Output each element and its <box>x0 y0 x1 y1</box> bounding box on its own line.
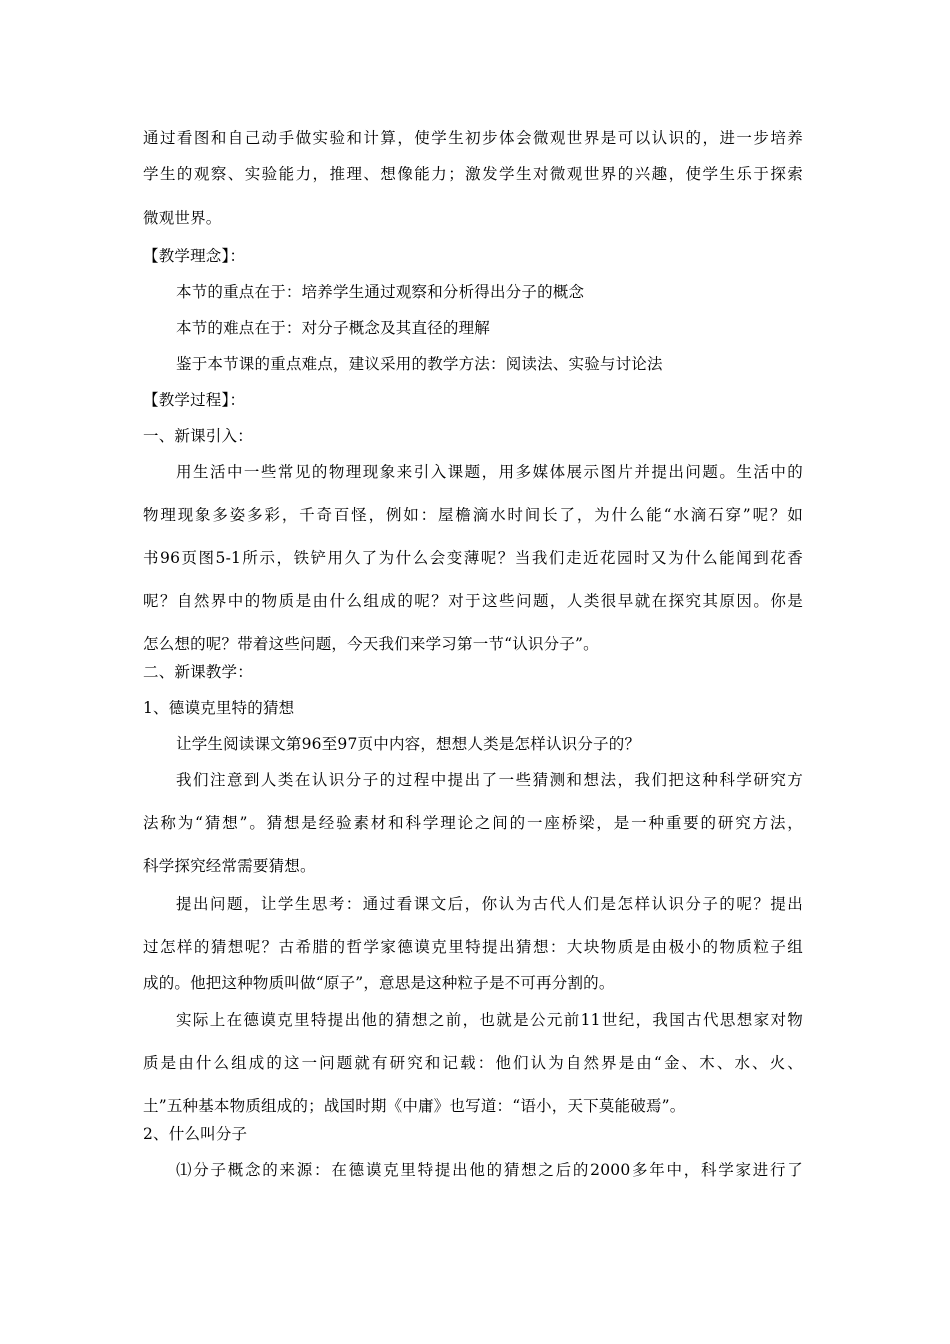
sub1-p3-line-2: 过怎样的猜想呢？古希腊的哲学家德谟克里特提出猜想：大块物质是由极小的物质粒子组 <box>143 938 803 956</box>
concept-difficulty: 本节的难点在于：对分子概念及其直径的理解 <box>176 319 491 337</box>
intro-line-3: 微观世界。 <box>143 209 222 227</box>
sub1-p2-line-1: 我们注意到人类在认识分子的过程中提出了一些猜测和想法，我们把这种科学研究方 <box>176 771 803 789</box>
section1-para-line-1: 用生活中一些常见的物理现象来引入课题，用多媒体展示图片并提出问题。生活中的 <box>176 463 803 481</box>
concept-heading: 【教学理念】： <box>143 247 246 265</box>
section1-para-line-3: 书96页图5-1所示，铁铲用久了为什么会变薄呢？当我们走近花园时又为什么能闻到花香 <box>143 549 803 567</box>
sub1-p4-line-1: 实际上在德谟克里特提出他的猜想之前，也就是公元前11世纪，我国古代思想家对物 <box>176 1011 803 1029</box>
sub1-p1: 让学生阅读课文第96至97页中内容，想想人类是怎样认识分子的？ <box>176 735 641 753</box>
concept-key-point: 本节的重点在于：培养学生通过观察和分析得出分子的概念 <box>176 283 585 301</box>
section2-heading: 二、新课教学： <box>143 663 253 681</box>
sub2-heading: 2、什么叫分子 <box>143 1125 248 1143</box>
sub1-heading: 1、德谟克里特的猜想 <box>143 699 295 717</box>
section1-para-line-4: 呢？自然界中的物质是由什么组成的呢？对于这些问题，人类很早就在探究其原因。你是 <box>143 592 803 610</box>
sub1-p2-line-2: 法称为“猜想”。猜想是经验素材和科学理论之间的一座桥梁，是一种重要的研究方法， <box>143 814 803 832</box>
concept-method: 鉴于本节课的重点难点，建议采用的教学方法：阅读法、实验与讨论法 <box>176 355 663 373</box>
sub1-p3-line-1: 提出问题，让学生思考：通过看课文后，你认为古代人们是怎样认识分子的呢？提出 <box>176 895 803 913</box>
sub1-p4-line-2: 质是由什么组成的这一问题就有研究和记载：他们认为自然界是由“金、木、水、火、 <box>143 1054 803 1072</box>
section1-para-line-2: 物理现象多姿多彩，千奇百怪，例如：屋檐滴水时间长了，为什么能“水滴石穿”呢？如 <box>143 506 803 524</box>
intro-line-2: 学生的观察、实验能力，推理、想像能力；激发学生对微观世界的兴趣，使学生乐于探索 <box>143 165 803 183</box>
sub1-p4-line-3: 土”五种基本物质组成的；战国时期《中庸》也写道：“语小，天下莫能破焉”。 <box>143 1097 686 1115</box>
sub2-p1: ⑴分子概念的来源：在德谟克里特提出他的猜想之后的2000多年中，科学家进行了 <box>176 1161 803 1179</box>
section1-heading: 一、新课引入： <box>143 427 253 445</box>
section1-para-line-5: 怎么想的呢？带着这些问题，今天我们来学习第一节“认识分子”。 <box>143 635 599 653</box>
process-heading: 【教学过程】： <box>143 391 246 409</box>
sub1-p3-line-3: 成的。他把这种物质叫做“原子”，意思是这种粒子是不可再分割的。 <box>143 974 615 992</box>
intro-line-1: 通过看图和自己动手做实验和计算，使学生初步体会微观世界是可以认识的，进一步培养 <box>143 129 803 147</box>
sub1-p2-line-3: 科学探究经常需要猜想。 <box>143 857 316 875</box>
